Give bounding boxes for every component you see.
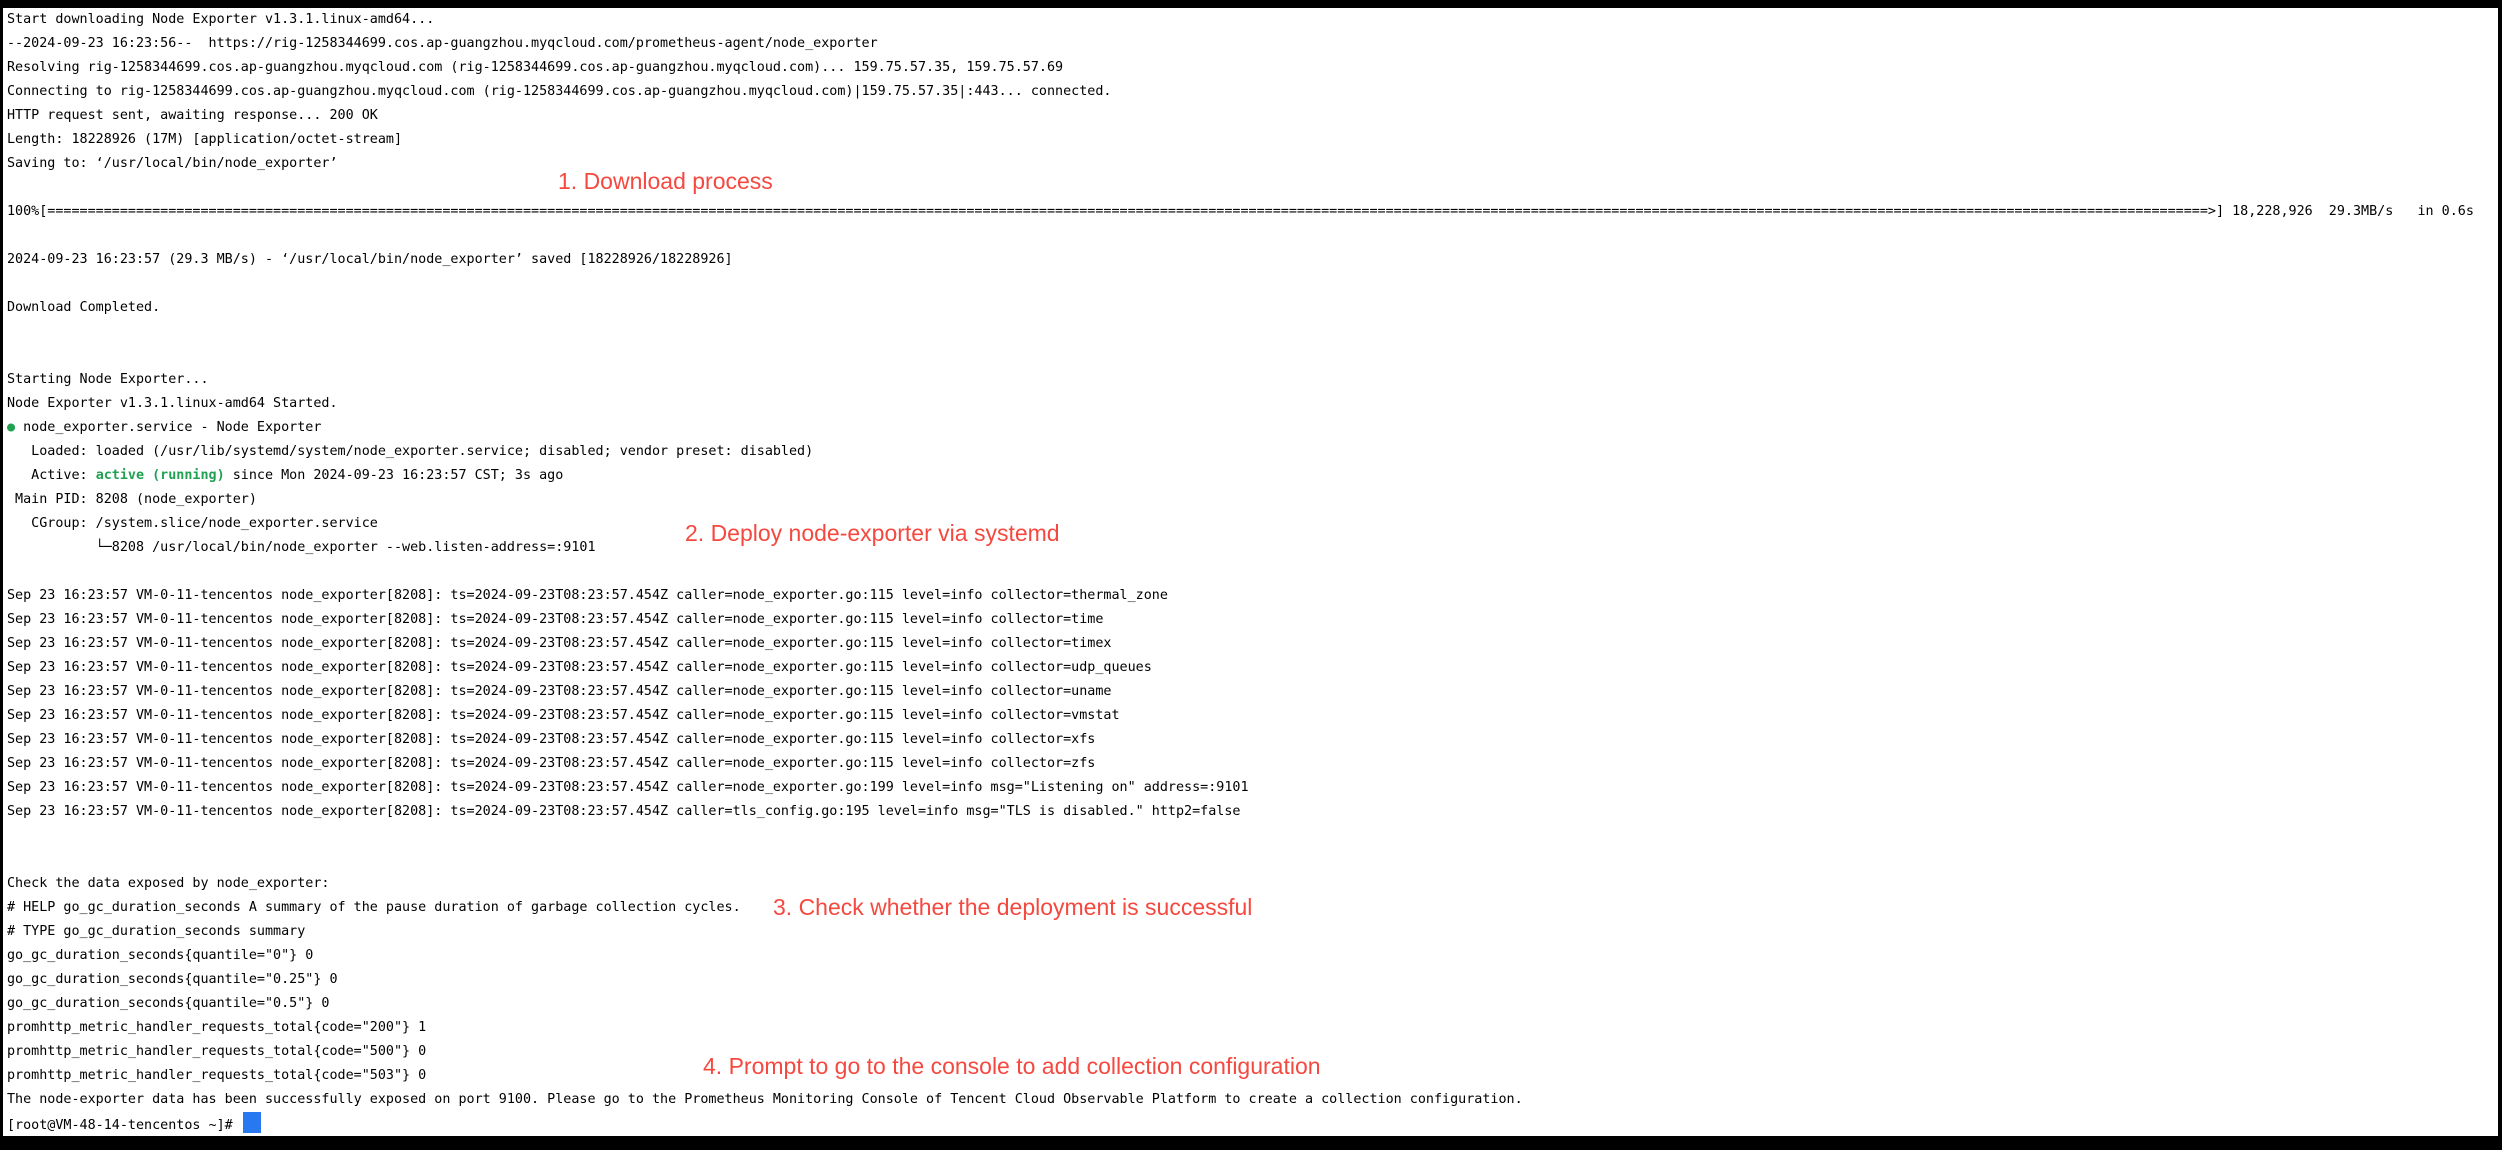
terminal-line bbox=[7, 344, 2498, 368]
metric-type-line: # TYPE go_gc_duration_seconds summary bbox=[7, 924, 306, 939]
wget-saved-line: 2024-09-23 16:23:57 (29.3 MB/s) - ‘/usr/local/bin/node_exporter’ saved [18228926/18228926] bbox=[7, 252, 733, 267]
metric-line: go_gc_duration_seconds{quantile="0"} 0 bbox=[7, 948, 314, 963]
journal-line: Sep 23 16:23:57 VM-0-11-tencentos node_exporter[8208]: ts=2024-09-23T08:23:57.454Z caller=node_exporter.go:115 level=info collector=time bbox=[7, 612, 1104, 627]
success-message-line: The node-exporter data has been successfully exposed on port 9100. Please go to the Prometheus Monitoring Console of Tencent Cloud Observable Platform to create a collection configuration. bbox=[7, 1092, 1523, 1107]
wget-connecting-line: Connecting to rig-1258344699.cos.ap-guangzhou.myqcloud.com (rig-1258344699.cos.ap-guangzhou.myqcloud.com)|159.75.57.35|:443... connected. bbox=[7, 84, 1112, 99]
started-line: Node Exporter v1.3.1.linux-amd64 Started. bbox=[7, 396, 338, 411]
terminal-text: node_exporter.service - Node Exporter bbox=[23, 420, 322, 435]
terminal-line bbox=[7, 320, 2498, 344]
metric-line: go_gc_duration_seconds{quantile="0.5"} 0 bbox=[7, 996, 330, 1011]
red-annotation-2: 2. Deploy node-exporter via systemd bbox=[685, 520, 1060, 546]
terminal-output[interactable] bbox=[3, 8, 2498, 1136]
metric-line: go_gc_duration_seconds{quantile="0.25"} 0 bbox=[7, 972, 338, 987]
wget-http-line: HTTP request sent, awaiting response... 200 OK bbox=[7, 108, 378, 123]
systemd-mainpid-line: Main PID: 8208 (node_exporter) bbox=[7, 492, 257, 507]
shell-prompt-text: [root@VM-48-14-tencentos ~]# bbox=[7, 1118, 241, 1133]
journal-line: Sep 23 16:23:57 VM-0-11-tencentos node_exporter[8208]: ts=2024-09-23T08:23:57.454Z caller=node_exporter.go:115 level=info collector=vmstat bbox=[7, 708, 1120, 723]
journal-line: Sep 23 16:23:57 VM-0-11-tencentos node_exporter[8208]: ts=2024-09-23T08:23:57.454Z caller=node_exporter.go:115 level=info collector=udp_queues bbox=[7, 660, 1152, 675]
metric-help-line: # HELP go_gc_duration_seconds A summary of the pause duration of garbage collection cycles. bbox=[7, 900, 741, 915]
shell-prompt-line bbox=[7, 1112, 2498, 1136]
metric-line: promhttp_metric_handler_requests_total{code="200"} 1 bbox=[7, 1020, 427, 1035]
systemd-loaded-line: Loaded: loaded (/usr/lib/systemd/system/node_exporter.service; disabled; vendor preset: disabled) bbox=[7, 444, 814, 459]
journal-line: Sep 23 16:23:57 VM-0-11-tencentos node_exporter[8208]: ts=2024-09-23T08:23:57.454Z caller=node_exporter.go:115 level=info collector=timex bbox=[7, 636, 1112, 651]
systemd-service-header bbox=[7, 416, 2498, 440]
metric-line: promhttp_metric_handler_requests_total{code="503"} 0 bbox=[7, 1068, 427, 1083]
systemd-cgroup-proc-line: └─8208 /usr/local/bin/node_exporter --web.listen-address=:9101 bbox=[7, 540, 596, 555]
wget-length-line: Length: 18228926 (17M) [application/octet-stream] bbox=[7, 132, 403, 147]
status-text-green: ● bbox=[7, 420, 24, 435]
download-progress-bar: 100%[============================================================================================================================================================================================================================================================================>] 18,228,926 29.3MB/s in 0.6s bbox=[7, 204, 2474, 219]
terminal-text: Active: bbox=[7, 468, 96, 483]
status-text-green: active (running) bbox=[95, 468, 225, 483]
download-completed-line: Download Completed. bbox=[7, 300, 161, 315]
journal-line: Sep 23 16:23:57 VM-0-11-tencentos node_exporter[8208]: ts=2024-09-23T08:23:57.454Z caller=node_exporter.go:115 level=info collector=thermal_zone bbox=[7, 588, 1168, 603]
check-data-line: Check the data exposed by node_exporter: bbox=[7, 876, 330, 891]
red-annotation-4: 4. Prompt to go to the console to add collection configuration bbox=[703, 1053, 1321, 1079]
terminal-line bbox=[7, 848, 2498, 872]
systemd-active-line bbox=[7, 464, 2498, 488]
starting-line: Starting Node Exporter... bbox=[7, 372, 209, 387]
journal-line: Sep 23 16:23:57 VM-0-11-tencentos node_exporter[8208]: ts=2024-09-23T08:23:57.454Z caller=node_exporter.go:115 level=info collector=xfs bbox=[7, 732, 1096, 747]
terminal-text: since Mon 2024-09-23 16:23:57 CST; 3s ago bbox=[224, 468, 564, 483]
terminal-line bbox=[7, 224, 2498, 248]
wget-resolving-line: Resolving rig-1258344699.cos.ap-guangzhou.myqcloud.com (rig-1258344699.cos.ap-guangzhou.myqcloud.com)... 159.75.57.35, 159.75.57.69 bbox=[7, 60, 1064, 75]
red-annotation-3: 3. Check whether the deployment is successful bbox=[773, 894, 1253, 920]
journal-line: Sep 23 16:23:57 VM-0-11-tencentos node_exporter[8208]: ts=2024-09-23T08:23:57.454Z caller=tls_config.go:195 level=info msg="TLS is disabled." http2=false bbox=[7, 804, 1241, 819]
systemd-cgroup-line: CGroup: /system.slice/node_exporter.service bbox=[7, 516, 378, 531]
terminal-line bbox=[7, 272, 2498, 296]
metric-line: promhttp_metric_handler_requests_total{code="500"} 0 bbox=[7, 1044, 427, 1059]
wget-start-line: Start downloading Node Exporter v1.3.1.linux-amd64... bbox=[7, 12, 435, 27]
journal-line: Sep 23 16:23:57 VM-0-11-tencentos node_exporter[8208]: ts=2024-09-23T08:23:57.454Z caller=node_exporter.go:115 level=info collector=uname bbox=[7, 684, 1112, 699]
terminal-line bbox=[7, 560, 2498, 584]
terminal-line bbox=[7, 176, 2498, 200]
wget-saving-line: Saving to: ‘/usr/local/bin/node_exporter’ bbox=[7, 156, 338, 171]
red-annotation-1: 1. Download process bbox=[558, 168, 773, 194]
wget-url-line: --2024-09-23 16:23:56-- https://rig-1258344699.cos.ap-guangzhou.myqcloud.com/prometheus-agent/node_exporter bbox=[7, 36, 878, 51]
terminal-line bbox=[7, 824, 2498, 848]
journal-line: Sep 23 16:23:57 VM-0-11-tencentos node_exporter[8208]: ts=2024-09-23T08:23:57.454Z caller=node_exporter.go:199 level=info msg="Listening on" address=:9101 bbox=[7, 780, 1249, 795]
terminal-cursor[interactable] bbox=[243, 1112, 261, 1133]
journal-line: Sep 23 16:23:57 VM-0-11-tencentos node_exporter[8208]: ts=2024-09-23T08:23:57.454Z caller=node_exporter.go:115 level=info collector=zfs bbox=[7, 756, 1096, 771]
